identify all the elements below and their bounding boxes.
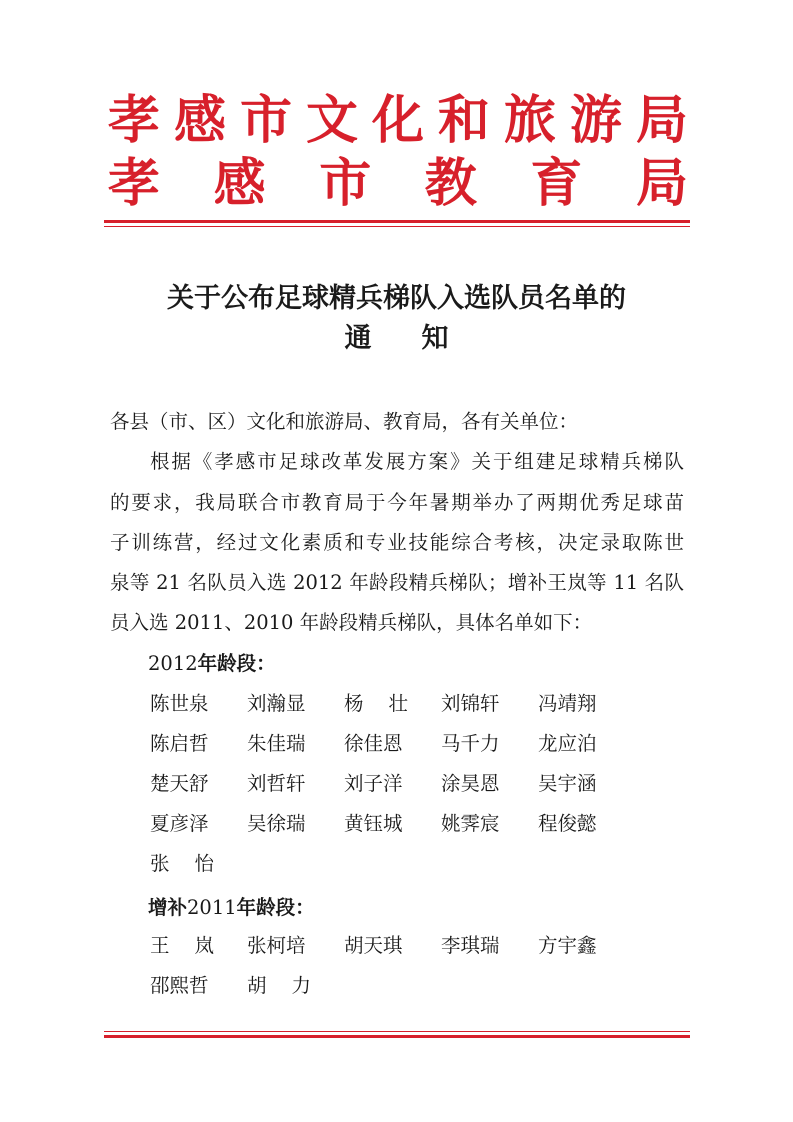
player-name: 马千力: [441, 732, 500, 755]
player-name: 冯靖翔: [538, 692, 597, 715]
player-name: 胡 力: [247, 974, 311, 997]
issuer-char: 感: [213, 153, 266, 214]
issuer-char: 孝: [108, 90, 161, 151]
player-name: 龙应泊: [538, 732, 597, 755]
player-name: 杨 壮: [344, 692, 408, 715]
player-name: 楚天舒: [150, 772, 209, 795]
notice-title-suffix: [0, 322, 793, 356]
player-name: 方宇鑫: [538, 934, 597, 957]
player-name: 吴徐瑞: [247, 812, 306, 835]
issuer-char: 育: [530, 153, 583, 214]
issuer-name-education: [108, 154, 688, 214]
heading-year: 2011: [187, 896, 237, 919]
player-name: 刘子洋: [344, 772, 403, 795]
salutation: 各县（市、区）文化和旅游局、教育局，各有关单位：: [110, 410, 579, 433]
section-heading-2011: [148, 894, 315, 922]
footer-rule-thin: [104, 1031, 690, 1032]
section-heading-2012: [148, 650, 276, 678]
heading-suffix: 年龄段：: [236, 896, 315, 919]
notice-title: 关于公布足球精兵梯队入选队员名单的: [167, 283, 626, 314]
issuer-char: 局: [635, 90, 688, 151]
paragraph-line: 子训练营，经过文化素质和专业技能综合考核，决定录取陈世: [110, 531, 684, 554]
paragraph-line: 的要求，我局联合市教育局于今年暑期举办了两期优秀足球苗: [110, 491, 684, 514]
player-name: 刘瀚显: [247, 692, 306, 715]
issuer-char: 文: [305, 90, 358, 151]
player-name: 张 怡: [150, 852, 214, 875]
player-name: 李琪瑞: [441, 934, 500, 957]
heading-prefix: 增补: [148, 896, 188, 919]
issuer-char: 市: [319, 153, 372, 214]
player-name: 陈世泉: [150, 692, 209, 715]
heading-year: 2012: [148, 652, 198, 675]
player-name: 姚霁宸: [441, 812, 500, 835]
issuer-char: 旅: [503, 90, 556, 151]
heading-suffix: 年龄段：: [197, 652, 276, 675]
issuer-char: 游: [569, 90, 622, 151]
issuer-char: 感: [173, 90, 226, 151]
player-name: 黄钰城: [344, 812, 403, 835]
player-name: 程俊懿: [538, 812, 597, 835]
player-name: 王 岚: [150, 934, 214, 957]
player-name: 徐佳恩: [344, 732, 403, 755]
header-rule-thick: [104, 220, 690, 223]
issuer-char: 和: [437, 90, 490, 151]
player-name: 朱佳瑞: [247, 732, 306, 755]
paragraph-line: 泉等 21 名队员入选 2012 年龄段精兵梯队；增补王岚等 11 名队: [110, 571, 684, 594]
player-name: 吴宇涵: [538, 772, 597, 795]
issuer-char: 市: [239, 90, 292, 151]
issuer-char: 孝: [108, 153, 161, 214]
footer-rule-thick: [104, 1035, 690, 1038]
player-name: 刘哲轩: [247, 772, 306, 795]
issuer-char: 教: [424, 153, 477, 214]
player-name: 胡天琪: [344, 934, 403, 957]
player-name: 邵熙哲: [150, 974, 209, 997]
title-char: 通: [344, 323, 372, 354]
paragraph-line: 根据《孝感市足球改革发展方案》关于组建足球精兵梯队: [150, 450, 684, 473]
issuer-char: 化: [371, 90, 424, 151]
player-name: 夏彦泽: [150, 812, 209, 835]
issuer-char: 局: [635, 153, 688, 214]
title-char: 知: [421, 323, 449, 354]
paragraph-line: 员入选 2011、2010 年龄段精兵梯队，具体名单如下：: [110, 611, 593, 634]
issuer-name-culture-tourism: [108, 91, 688, 151]
player-name: 张柯培: [247, 934, 306, 957]
player-name: 涂昊恩: [441, 772, 500, 795]
header-rule-thin: [104, 226, 690, 227]
player-name: 陈启哲: [150, 732, 209, 755]
player-name: 刘锦轩: [441, 692, 500, 715]
